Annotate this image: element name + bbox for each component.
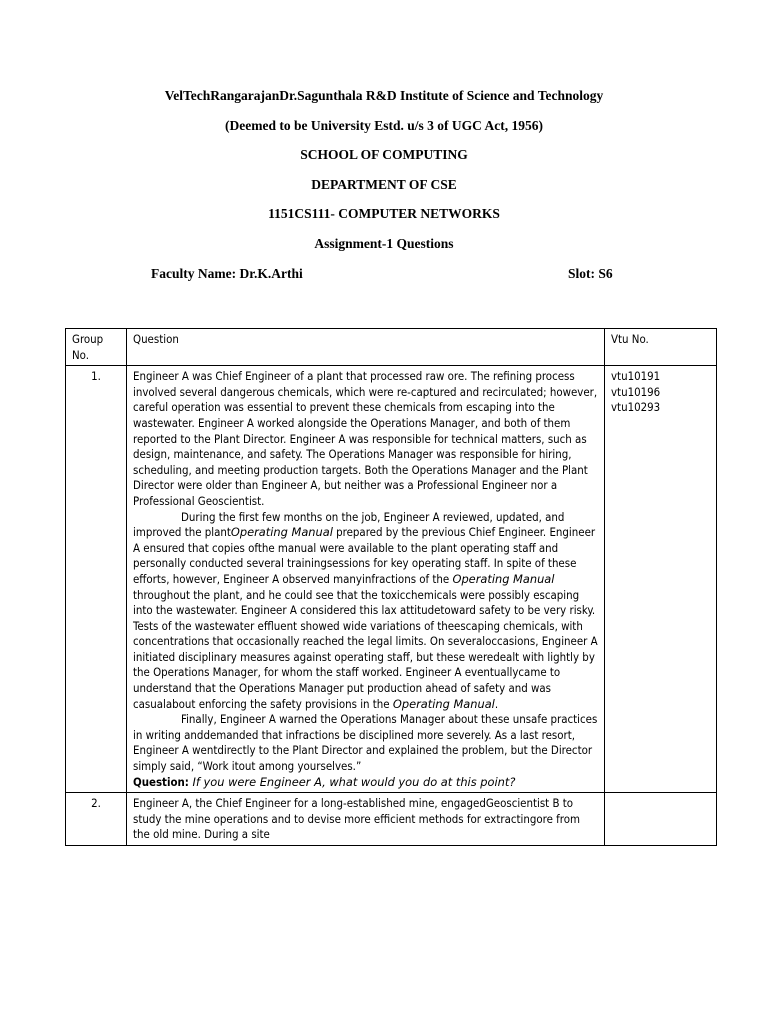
text-run: prepared by the previous Chief Engineer. Engineer A ensured that copies ofthe manual were available to the plant operating staff and personally conducted several trainingsessions for key operating staff. In spite of these efforts, however, Engineer A observed manyinfractions of the — [133, 525, 596, 586]
institute-name: VelTechRangarajanDr.Sagunthala R&D Institute of Science and Technology — [164, 88, 604, 103]
question-paragraph: Finally, Engineer A warned the Operations Manager about these unsafe practices in writing anddemanded that infractions be disciplined more severely. As a last resort, Engineer A wentdirectly to the Plant Director and explained the problem, but the Director simply said, “Work itout among yourselves.” — [133, 712, 598, 774]
vtu-numbers-cell — [605, 366, 717, 793]
faculty-name: Faculty Name: Dr.K.Arthi — [151, 266, 303, 281]
table-header-row — [66, 329, 717, 366]
text-run: During the first few months on the job, Engineer A reviewed, updated, and improved the plant — [133, 509, 565, 540]
deemed-university-line: (Deemed to be University Estd. u/s 3 of UGC Act, 1956) — [225, 118, 543, 133]
question-cell — [127, 793, 605, 846]
column-header-group: Group No. — [66, 329, 127, 366]
question-text: If you were Engineer A, what would you do at this point? — [188, 774, 516, 789]
question-prompt — [133, 775, 598, 791]
group-number: 1. — [66, 366, 127, 793]
manual-title: Operating Manual — [392, 696, 495, 711]
column-header-question: Question — [127, 329, 605, 366]
vtu-numbers-cell — [605, 793, 717, 846]
assignment-table — [65, 328, 717, 846]
manual-title: Operating Manual — [230, 525, 333, 540]
course-title: 1151CS111- COMPUTER NETWORKS — [268, 206, 500, 221]
vtu-number: vtu10196 — [611, 384, 661, 399]
text-run: throughout the plant, and he could see that the toxicchemicals were possibly escaping into the wastewater. Engineer A considered this lax attitudetoward safety to be very risky. Tests of the wastewater effluent showed wide variations of theescaping chemicals, with concentrations that occasionally reached the legal limits. On severaloccasions, Engineer A initiated disciplinary measures against operating staff, but these weredealt with lightly by the Operations Manager, for whom the staff worked. Engineer A eventuallycame to understand that the Operations Manager put production ahead of safety and was casualabout enforcing the safety provisions in the — [133, 587, 598, 711]
slot-label: Slot: S6 — [568, 266, 613, 281]
group-number: 2. — [66, 793, 127, 846]
question-cell — [127, 366, 605, 793]
question-paragraph — [133, 510, 598, 713]
school-name: SCHOOL OF COMPUTING — [300, 147, 468, 162]
table-row — [66, 366, 717, 793]
vtu-number: vtu10191 — [611, 369, 661, 384]
manual-title: Operating Manual — [452, 571, 555, 586]
column-header-vtu: Vtu No. — [605, 329, 717, 366]
department-name: DEPARTMENT OF CSE — [311, 177, 457, 192]
question-paragraph: Engineer A, the Chief Engineer for a long-established mine, engagedGeoscientist B to study the mine operations and to devise more efficient methods for extractingore from the old mine. During a site — [133, 796, 580, 842]
vtu-number: vtu10293 — [611, 400, 661, 415]
question-label: Question: — [133, 774, 189, 789]
table-row — [66, 793, 717, 846]
question-paragraph: Engineer A was Chief Engineer of a plant that processed raw ore. The refining process involved several dangerous chemicals, which were re-captured and recirculated; however, careful operation was essential to prevent these chemicals from escaping into the wastewater. Engineer A worked alongside the Operations Manager, and both of them reported to the Plant Director. Engineer A was responsible for technical matters, such as design, maintenance, and safety. The Operations Manager was responsible for hiring, scheduling, and meeting production targets. Both the Operations Manager and the Plant Director were older than Engineer A, but neither was a Professional Engineer nor a Professional Geoscientist. — [133, 369, 598, 508]
assignment-title: Assignment-1 Questions — [314, 236, 454, 251]
text-run: . — [494, 696, 499, 711]
